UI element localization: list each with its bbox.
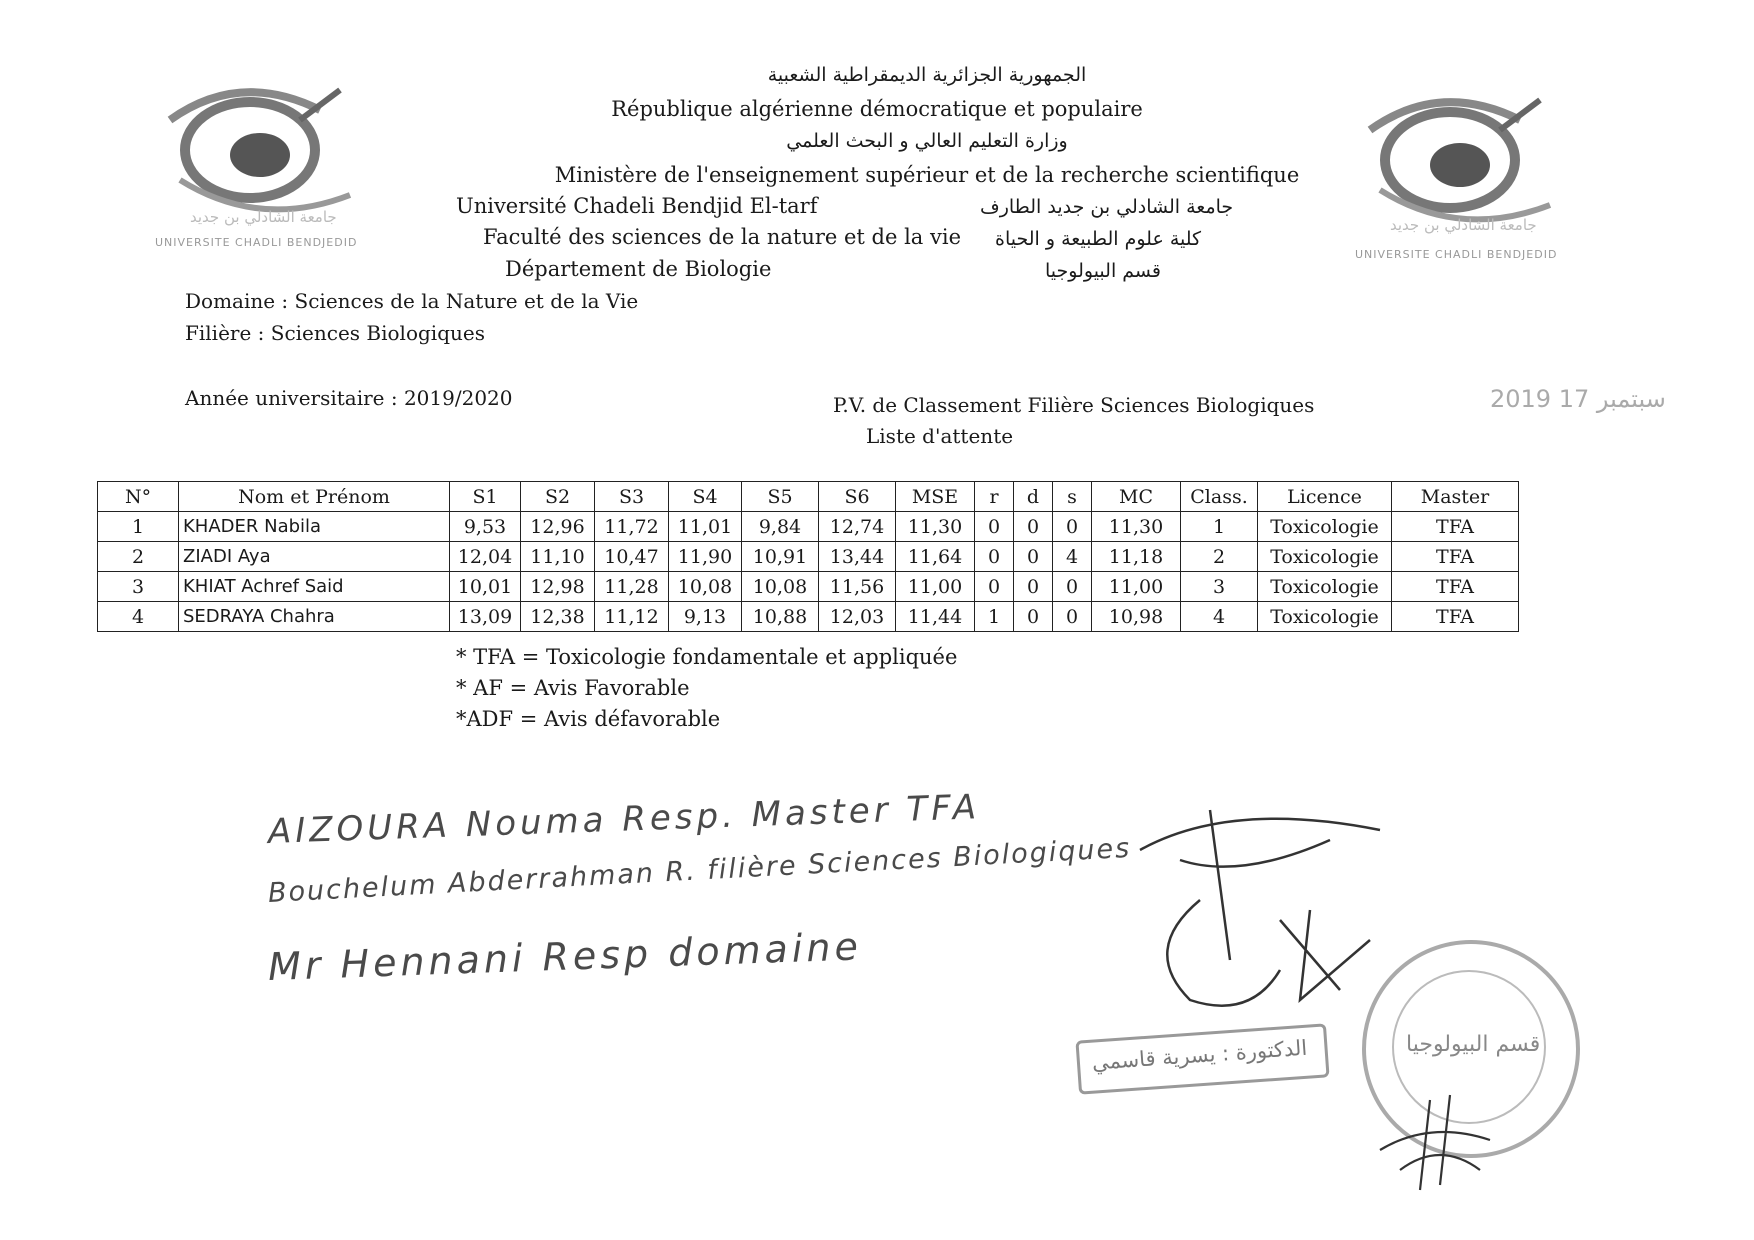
ranking-table (97, 481, 1519, 632)
handwritten-line-domaine: Mr Hennani Resp domaine (267, 924, 863, 989)
table-cell: 0 (1014, 602, 1053, 632)
handwritten-line-master: AIZOURA Nouma Resp. Master TFA (267, 787, 981, 852)
table-cell: 4 (98, 602, 179, 632)
student-name-cell: SEDRAYA Chahra (179, 602, 450, 632)
table-cell: 12,96 (521, 512, 595, 542)
student-name-cell: KHIAT Achref Said (179, 572, 450, 602)
col-header: Nom et Prénom (179, 482, 450, 512)
col-header: S1 (450, 482, 521, 512)
table-cell: 11,00 (896, 572, 975, 602)
col-header: S5 (742, 482, 819, 512)
table-cell: 12,04 (450, 542, 521, 572)
table-cell: 10,01 (450, 572, 521, 602)
logo-arabic-caption-right: جامعة الشادلي بن جديد (1390, 216, 1537, 234)
col-header: N° (98, 482, 179, 512)
stamp-signature-icon (1370, 1080, 1510, 1200)
table-cell: 11,18 (1092, 542, 1181, 572)
table-cell: 9,84 (742, 512, 819, 542)
table-cell: Toxicologie (1258, 542, 1392, 572)
table-cell: Toxicologie (1258, 602, 1392, 632)
table-cell: 0 (1014, 572, 1053, 602)
table-cell: 10,08 (742, 572, 819, 602)
table-cell: 2 (98, 542, 179, 572)
table-cell: 9,53 (450, 512, 521, 542)
table-cell: 1 (98, 512, 179, 542)
table-cell: 12,03 (819, 602, 896, 632)
col-header: S2 (521, 482, 595, 512)
table-cell: 1 (975, 602, 1014, 632)
col-header: Master (1392, 482, 1519, 512)
table-cell: 10,98 (1092, 602, 1181, 632)
table-cell: 11,72 (595, 512, 669, 542)
header-ar-university: جامعة الشادلي بن جديد الطارف (980, 196, 1234, 218)
table-cell: Toxicologie (1258, 572, 1392, 602)
note-adf: *ADF = Avis défavorable (456, 707, 721, 731)
logo-arabic-caption-left: جامعة الشادلي بن جديد (190, 208, 337, 226)
table-row (98, 542, 1519, 572)
col-header: Class. (1181, 482, 1258, 512)
pv-title: P.V. de Classement Filière Sciences Biologiques (833, 393, 1315, 417)
table-row (98, 512, 1519, 542)
col-header: MC (1092, 482, 1181, 512)
header-fr-faculty: Faculté des sciences de la nature et de la vie (483, 225, 961, 249)
student-name-cell: ZIADI Aya (179, 542, 450, 572)
table-cell: 12,74 (819, 512, 896, 542)
table-cell: 3 (1181, 572, 1258, 602)
table-header-row (98, 482, 1519, 512)
table-cell: 12,38 (521, 602, 595, 632)
table-cell: 10,88 (742, 602, 819, 632)
table-cell: 0 (1014, 542, 1053, 572)
col-header: S3 (595, 482, 669, 512)
domain-label: Domaine : Sciences de la Nature et de la Vie (185, 289, 639, 313)
table-cell: 4 (1181, 602, 1258, 632)
table-cell: 0 (975, 512, 1014, 542)
table-cell: 11,12 (595, 602, 669, 632)
table-cell: 2 (1181, 542, 1258, 572)
table-cell: 4 (1053, 542, 1092, 572)
handwritten-line-filiere: Bouchelum Abderrahman R. filière Sciences Biologiques (267, 832, 1132, 909)
table-cell: 11,10 (521, 542, 595, 572)
table-cell: 10,08 (669, 572, 742, 602)
department-stamp-text: قسم البيولوجيا (1406, 1032, 1541, 1057)
table-cell: 11,56 (819, 572, 896, 602)
table-cell: Toxicologie (1258, 512, 1392, 542)
table-cell: 10,47 (595, 542, 669, 572)
table-cell: 11,30 (1092, 512, 1181, 542)
table-cell: 13,09 (450, 602, 521, 632)
table-cell: TFA (1392, 602, 1519, 632)
note-af: * AF = Avis Favorable (456, 676, 690, 700)
table-cell: 0 (1053, 512, 1092, 542)
table-cell: 0 (975, 572, 1014, 602)
list-title: Liste d'attente (866, 424, 1014, 448)
table-cell: 11,90 (669, 542, 742, 572)
filiere-label: Filière : Sciences Biologiques (185, 321, 485, 345)
header-ar-faculty: كلية علوم الطبيعة و الحياة (995, 228, 1202, 250)
header-ar-republic: الجمهورية الجزائرية الديمقراطية الشعبية (767, 64, 1087, 86)
table-cell: 1 (1181, 512, 1258, 542)
table-cell: 11,44 (896, 602, 975, 632)
table-row (98, 572, 1519, 602)
logo-caption-left: UNIVERSITE CHADLI BENDJEDID (155, 236, 358, 249)
col-header: Licence (1258, 482, 1392, 512)
col-header: S4 (669, 482, 742, 512)
table-cell: 11,01 (669, 512, 742, 542)
table-cell: TFA (1392, 572, 1519, 602)
header-fr-university: Université Chadeli Bendjid El-tarf (456, 194, 818, 218)
table-cell: 10,91 (742, 542, 819, 572)
col-header: MSE (896, 482, 975, 512)
academic-year: Année universitaire : 2019/2020 (185, 386, 513, 410)
header-fr-department: Département de Biologie (505, 257, 772, 281)
table-cell: TFA (1392, 542, 1519, 572)
header-fr-ministry: Ministère de l'enseignement supérieur et de la recherche scientifique (554, 163, 1300, 187)
header-fr-republic: République algérienne démocratique et populaire (611, 97, 1143, 121)
table-cell: 0 (1053, 572, 1092, 602)
table-cell: 0 (975, 542, 1014, 572)
table-cell: 9,13 (669, 602, 742, 632)
table-cell: 11,30 (896, 512, 975, 542)
table-cell: 0 (1014, 512, 1053, 542)
header-ar-department: قسم البيولوجيا (1045, 260, 1161, 282)
table-row (98, 602, 1519, 632)
date-stamp: 2019 سبتمبر 17 (1490, 385, 1666, 413)
student-name-cell: KHADER Nabila (179, 512, 450, 542)
table-cell: 0 (1053, 602, 1092, 632)
table-cell: 12,98 (521, 572, 595, 602)
table-cell: 11,00 (1092, 572, 1181, 602)
col-header: r (975, 482, 1014, 512)
col-header: s (1053, 482, 1092, 512)
table-cell: 11,28 (595, 572, 669, 602)
table-cell: 3 (98, 572, 179, 602)
note-tfa: * TFA = Toxicologie fondamentale et appliquée (456, 645, 958, 669)
table-cell: 11,64 (896, 542, 975, 572)
table-cell: 13,44 (819, 542, 896, 572)
logo-caption-right: UNIVERSITE CHADLI BENDJEDID (1355, 248, 1558, 261)
col-header: S6 (819, 482, 896, 512)
doctor-stamp-text: الدكتورة : يسرية قاسمي (1091, 1035, 1308, 1075)
table-cell: TFA (1392, 512, 1519, 542)
header-ar-ministry: وزارة التعليم العالي و البحث العلمي (786, 130, 1068, 152)
col-header: d (1014, 482, 1053, 512)
